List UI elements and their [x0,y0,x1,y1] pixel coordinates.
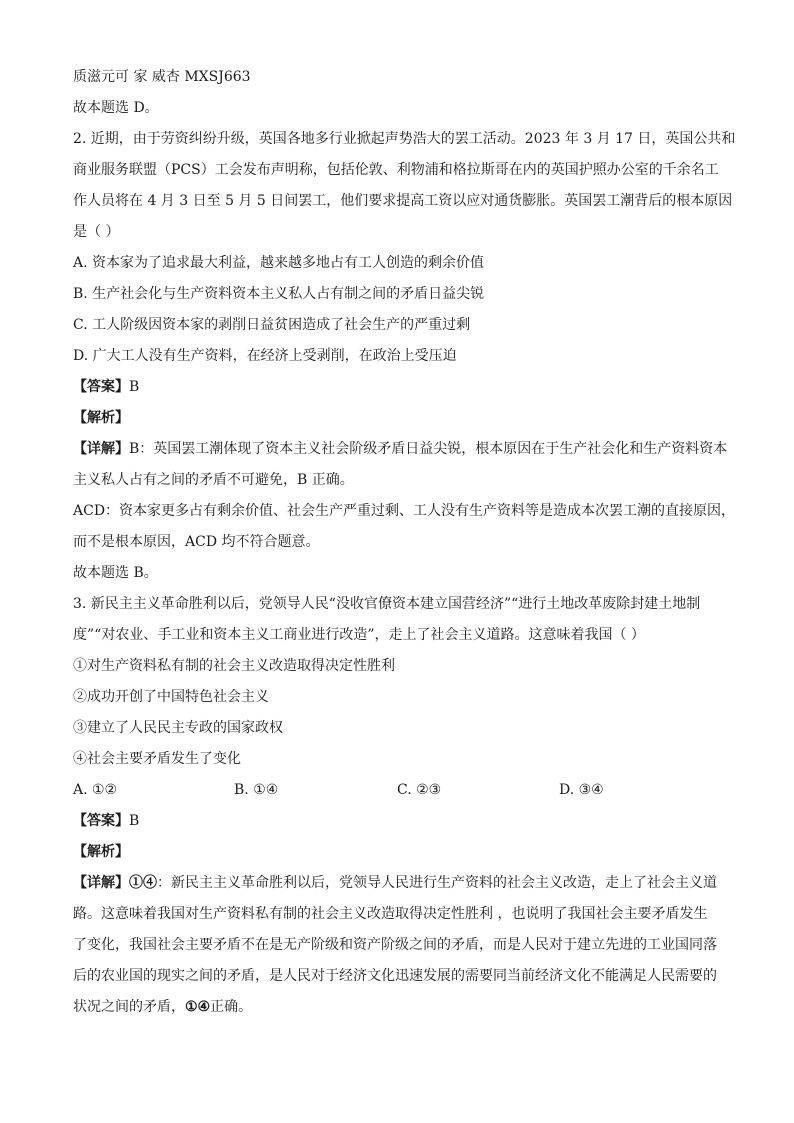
q3-detail-line: 了变化，我国社会主要矛盾不在是无产阶级和资产阶级之间的矛盾，而是人民对于建立先进的工业国同落 [73,937,717,953]
q2-stem [73,124,736,248]
q3-detail-line [73,992,733,1023]
q2-detail-line [73,434,733,465]
q2-analysis [73,403,733,434]
analysis-tag: 【解析】 [73,410,129,426]
detail-marker: ①④ [129,875,157,891]
q2-answer [73,372,733,403]
q3-choice-b: B. ①④ [234,782,279,798]
q3-stem-line: 3. 新民主主义革命胜利以后，党领导人民“没收官僚资本建立国营经济”“进行土地改革废除封建土地制 [73,596,701,612]
q3-stem [73,589,733,651]
document-page [73,62,736,1023]
detail-end-marker: ①④ [185,999,211,1015]
watermark-text: 质滋元可 家 威杏 MXSJ663 [73,69,251,85]
q2-stem-line: 是（ ） [73,224,120,240]
q3-detail-line: 路。这意味着我国对生产资料私有制的社会主义改造取得决定性胜利 ，也说明了我国社会主要矛盾发生 [73,906,708,922]
q2-option-d: D. 广大工人没有生产资料，在经济上受剥削，在政治上受压迫 [73,348,457,364]
q3-choice-c: C. ②③ [397,782,442,798]
answer-tag: 【答案】 [73,379,129,395]
q3-analysis [73,837,733,868]
q2-option-c: C. 工人阶级因资本家的剥削日益贫困造成了社会生产的严重过剩 [73,317,471,333]
q3-choices [73,775,733,806]
q2-stem-line: 作人员将在 4 月 3 日至 5 月 5 日间罢工，他们要求提高工资以应对通货膨胀。英国罢工潮背后的根本原因 [73,193,733,209]
detail-tag: 【详解】 [73,441,129,457]
q2-detail-line: 而不是根本原因，ACD 均不符合题意。 [73,534,320,550]
q2-detail-text: B：英国罢工潮体现了资本主义社会阶级矛盾日益尖锐，根本原因在于生产社会化和生产资料资本 [129,441,728,457]
q2-conclusion: 故本题选 B。 [73,565,158,581]
q3-statement-2: ②成功开创了中国特色社会主义 [73,689,269,705]
q3-choice-a: A. ①② [73,782,118,798]
q3-detail-text: ：新民主主义革命胜利以后，党领导人民进行生产资料的社会主义改造，走上了社会主义道 [157,875,717,891]
q1-conclusion: 故本题选 D。 [73,100,159,116]
q3-statement-1: ①对生产资料私有制的社会主义改造取得决定性胜利 [73,658,395,674]
answer-tag: 【答案】 [73,813,129,829]
answer-value: B [129,379,140,395]
q3-stem-line: 度”“对农业、手工业和资本主义工商业进行改造”，走上了社会主义道路。这意味着我国（ ） [73,627,645,643]
q3-detail-line [73,868,733,899]
analysis-tag: 【解析】 [73,844,129,860]
q2-stem-line: 商业服务联盟（PCS）工会发布声明称，包括伦敦、利物浦和格拉斯哥在内的英国护照办公室的千余名工 [73,162,719,178]
detail-end-text: 正确。 [210,999,253,1015]
q3-detail-text: 状况之间的矛盾， [73,999,185,1015]
q3-detail [73,868,733,1023]
q2-stem-line: 2. 近期，由于劳资纠纷升级，英国各地多行业掀起声势浩大的罢工活动。2023 年 3 月 17 日，英国公共和 [73,131,736,147]
q3-answer [73,806,733,837]
q3-choice-d: D. ③④ [559,782,604,798]
q3-detail-line: 后的农业国的现实之间的矛盾，是人民对于经济文化迅速发展的需要同当前经济文化不能满足人民需要的 [73,968,717,984]
q3-statement-3: ③建立了人民民主专政的国家政权 [73,720,283,736]
q2-option-b: B. 生产社会化与生产资料资本主义私人占有制之间的矛盾日益尖锐 [73,286,485,302]
q2-detail-line: ACD：资本家更多占有剩余价值、社会生产严重过剩、工人没有生产资料等是造成本次罢工潮的直接原因， [73,503,736,519]
detail-tag: 【详解】 [73,875,129,891]
q2-detail [73,434,736,558]
q2-option-a: A. 资本家为了追求最大利益，越来越多地占有工人创造的剩余价值 [73,255,485,271]
answer-value: B [129,813,140,829]
q3-statement-4: ④社会主要矛盾发生了变化 [73,751,241,767]
q2-detail-line: 主义私人占有之间的矛盾不可避免，B 正确。 [73,472,354,488]
